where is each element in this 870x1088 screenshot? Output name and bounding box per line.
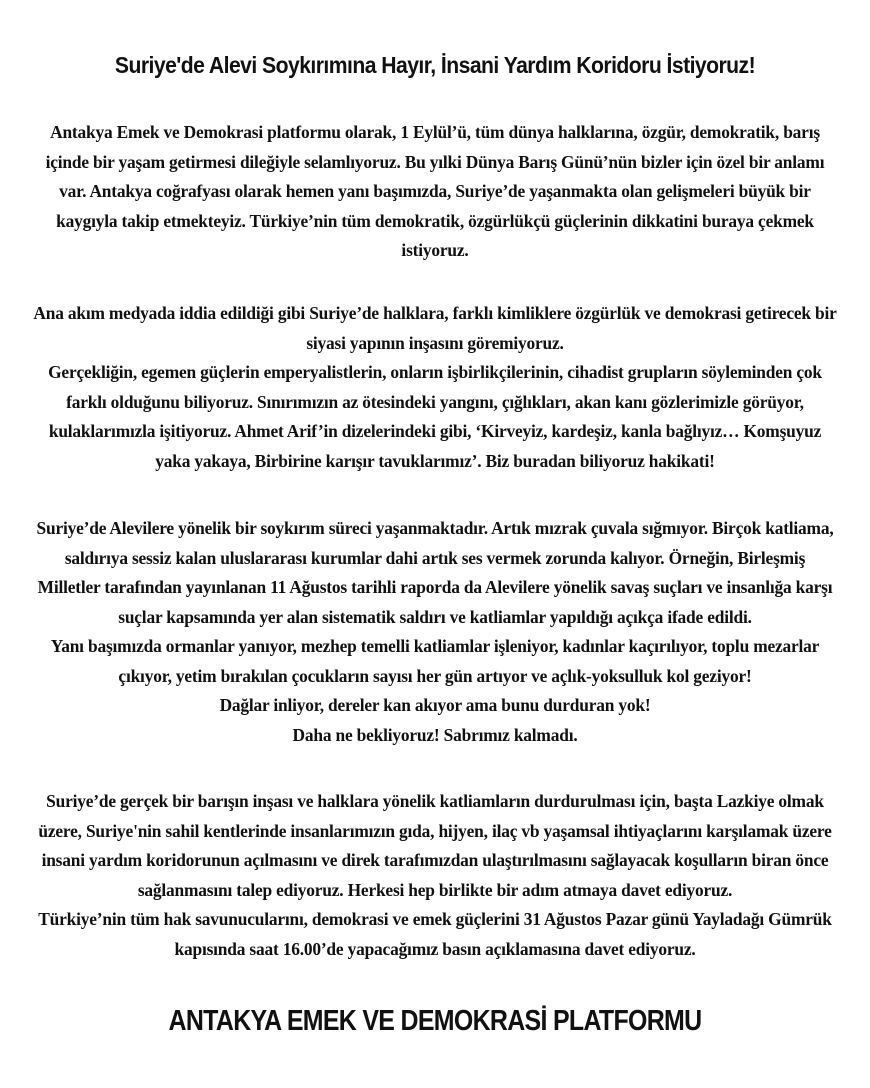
- text-line: saldırıya sessiz kalan uluslararası kurumlar dahi artık ses vermek zorunda kalıyor. Örneğin, Birleşmiş: [64, 547, 806, 568]
- text-line: istiyoruz.: [401, 240, 469, 260]
- text-line: insani yardım koridorunun açılmasını ve direk tarafımızdan ulaştırılmasını sağlayacak koşulların biran önce: [41, 850, 829, 870]
- document-title: Suriye'de Alevi Soykırımına Hayır, İnsani Yardım Koridoru İstiyoruz!: [114, 52, 756, 78]
- text-line: sağlanmasını talep ediyoruz. Herkesi hep birlikte bir adım atmaya davet ediyoruz.: [137, 879, 733, 900]
- paragraph-intro: [0, 118, 870, 266]
- text-line: Milletler tarafından yayınlanan 11 Ağustos tarihli raporda da Alevilere yönelik savaş suçları ve insanlığa karşı: [37, 577, 833, 597]
- paragraph-genocide: [0, 514, 870, 750]
- text-line: suçlar kapsamında yer alan sistematik saldırı ve katliamlar yapıldığı açıkça ifade edildi.: [118, 606, 752, 627]
- text-line: kaygıyla takip etmekteyiz. Türkiye’nin tüm demokratik, özgürlükçü güçlerinin dikkatini buraya çekmek: [56, 210, 814, 231]
- paragraph-media-critique: [0, 299, 870, 476]
- text-line: Gerçekliğin, egemen güçlerin emperyalistlerin, onların işbirlikçilerinin, cihadist grupların söyleminden çok: [48, 362, 822, 382]
- text-line: Ana akım medyada iddia edildiği gibi Suriye’de halklara, farklı kimliklere özgürlük ve demokrasi getirecek bir: [33, 303, 837, 323]
- text-line: Yanı başımızda ormanlar yanıyor, mezhep temelli katliamlar işleniyor, kadınlar kaçırılıyor, toplu mezarlar: [50, 636, 820, 656]
- text-line: Antakya Emek ve Demokrasi platformu olarak, 1 Eylül’ü, tüm dünya halklarına, özgür, demokratik, barış: [50, 122, 820, 142]
- text-line: siyasi yapının inşasını göremiyoruz.: [306, 332, 564, 353]
- text-line: yaka yakaya, Birbirine karışır tavuklarımız’. Biz buradan biliyoruz hakikati!: [155, 450, 715, 471]
- text-line: Dağlar inliyor, dereler kan akıyor ama bunu durduran yok!: [219, 695, 651, 715]
- text-line: var. Antakya coğrafyası olarak hemen yanı başımızda, Suriye’de yaşanmakta olan gelişmeleri büyük bir: [59, 181, 811, 201]
- text-line: Suriye’de gerçek bir barışın inşası ve halklara yönelik katliamların durdurulması için, başta Lazkiye olmak: [46, 791, 824, 811]
- text-line: üzere, Suriye'nin sahil kentlerinde insanlarımızın gıda, hijyen, ilaç vb yaşamsal ihtiyaçlarını karşılamak üzere: [38, 820, 832, 841]
- text-line: farklı olduğunu biliyoruz. Sınırımızın az ötesindeki yangını, çığlıkları, akan kanı gözlerimizle görüyor,: [66, 391, 804, 412]
- signature-organization: ANTAKYA EMEK VE DEMOKRASİ PLATFORMU: [168, 1005, 702, 1037]
- text-line: Daha ne bekliyoruz! Sabrımız kalmadı.: [292, 724, 578, 745]
- text-line: kapısında saat 16.00’de yapacağımız basın açıklamasına davet ediyoruz.: [174, 938, 696, 959]
- text-line: Türkiye’nin tüm hak savunucularını, demokrasi ve emek güçlerini 31 Ağustos Pazar günü Yayladağı Gümrük: [38, 909, 832, 929]
- text-line: kulaklarımızla işitiyoruz. Ahmet Arif’in dizelerindeki gibi, ‘Kirveyiz, kardeşiz, kanla bağlıyız… Komşuyuz: [48, 421, 822, 441]
- text-line: Suriye’de Alevilere yönelik bir soykırım süreci yaşanmaktadır. Artık mızrak çuvala sığmıyor. Birçok katliama,: [36, 518, 834, 538]
- paragraph-call-to-action: [0, 787, 870, 964]
- text-line: içinde bir yaşam getirmesi dileğiyle selamlıyoruz. Bu yılki Dünya Barış Günü’nün bizler için özel bir anlamı: [45, 151, 825, 172]
- text-line: çıkıyor, yetim bırakılan çocukların sayısı her gün artıyor ve açlık-yoksulluk kol geziyor!: [118, 665, 752, 686]
